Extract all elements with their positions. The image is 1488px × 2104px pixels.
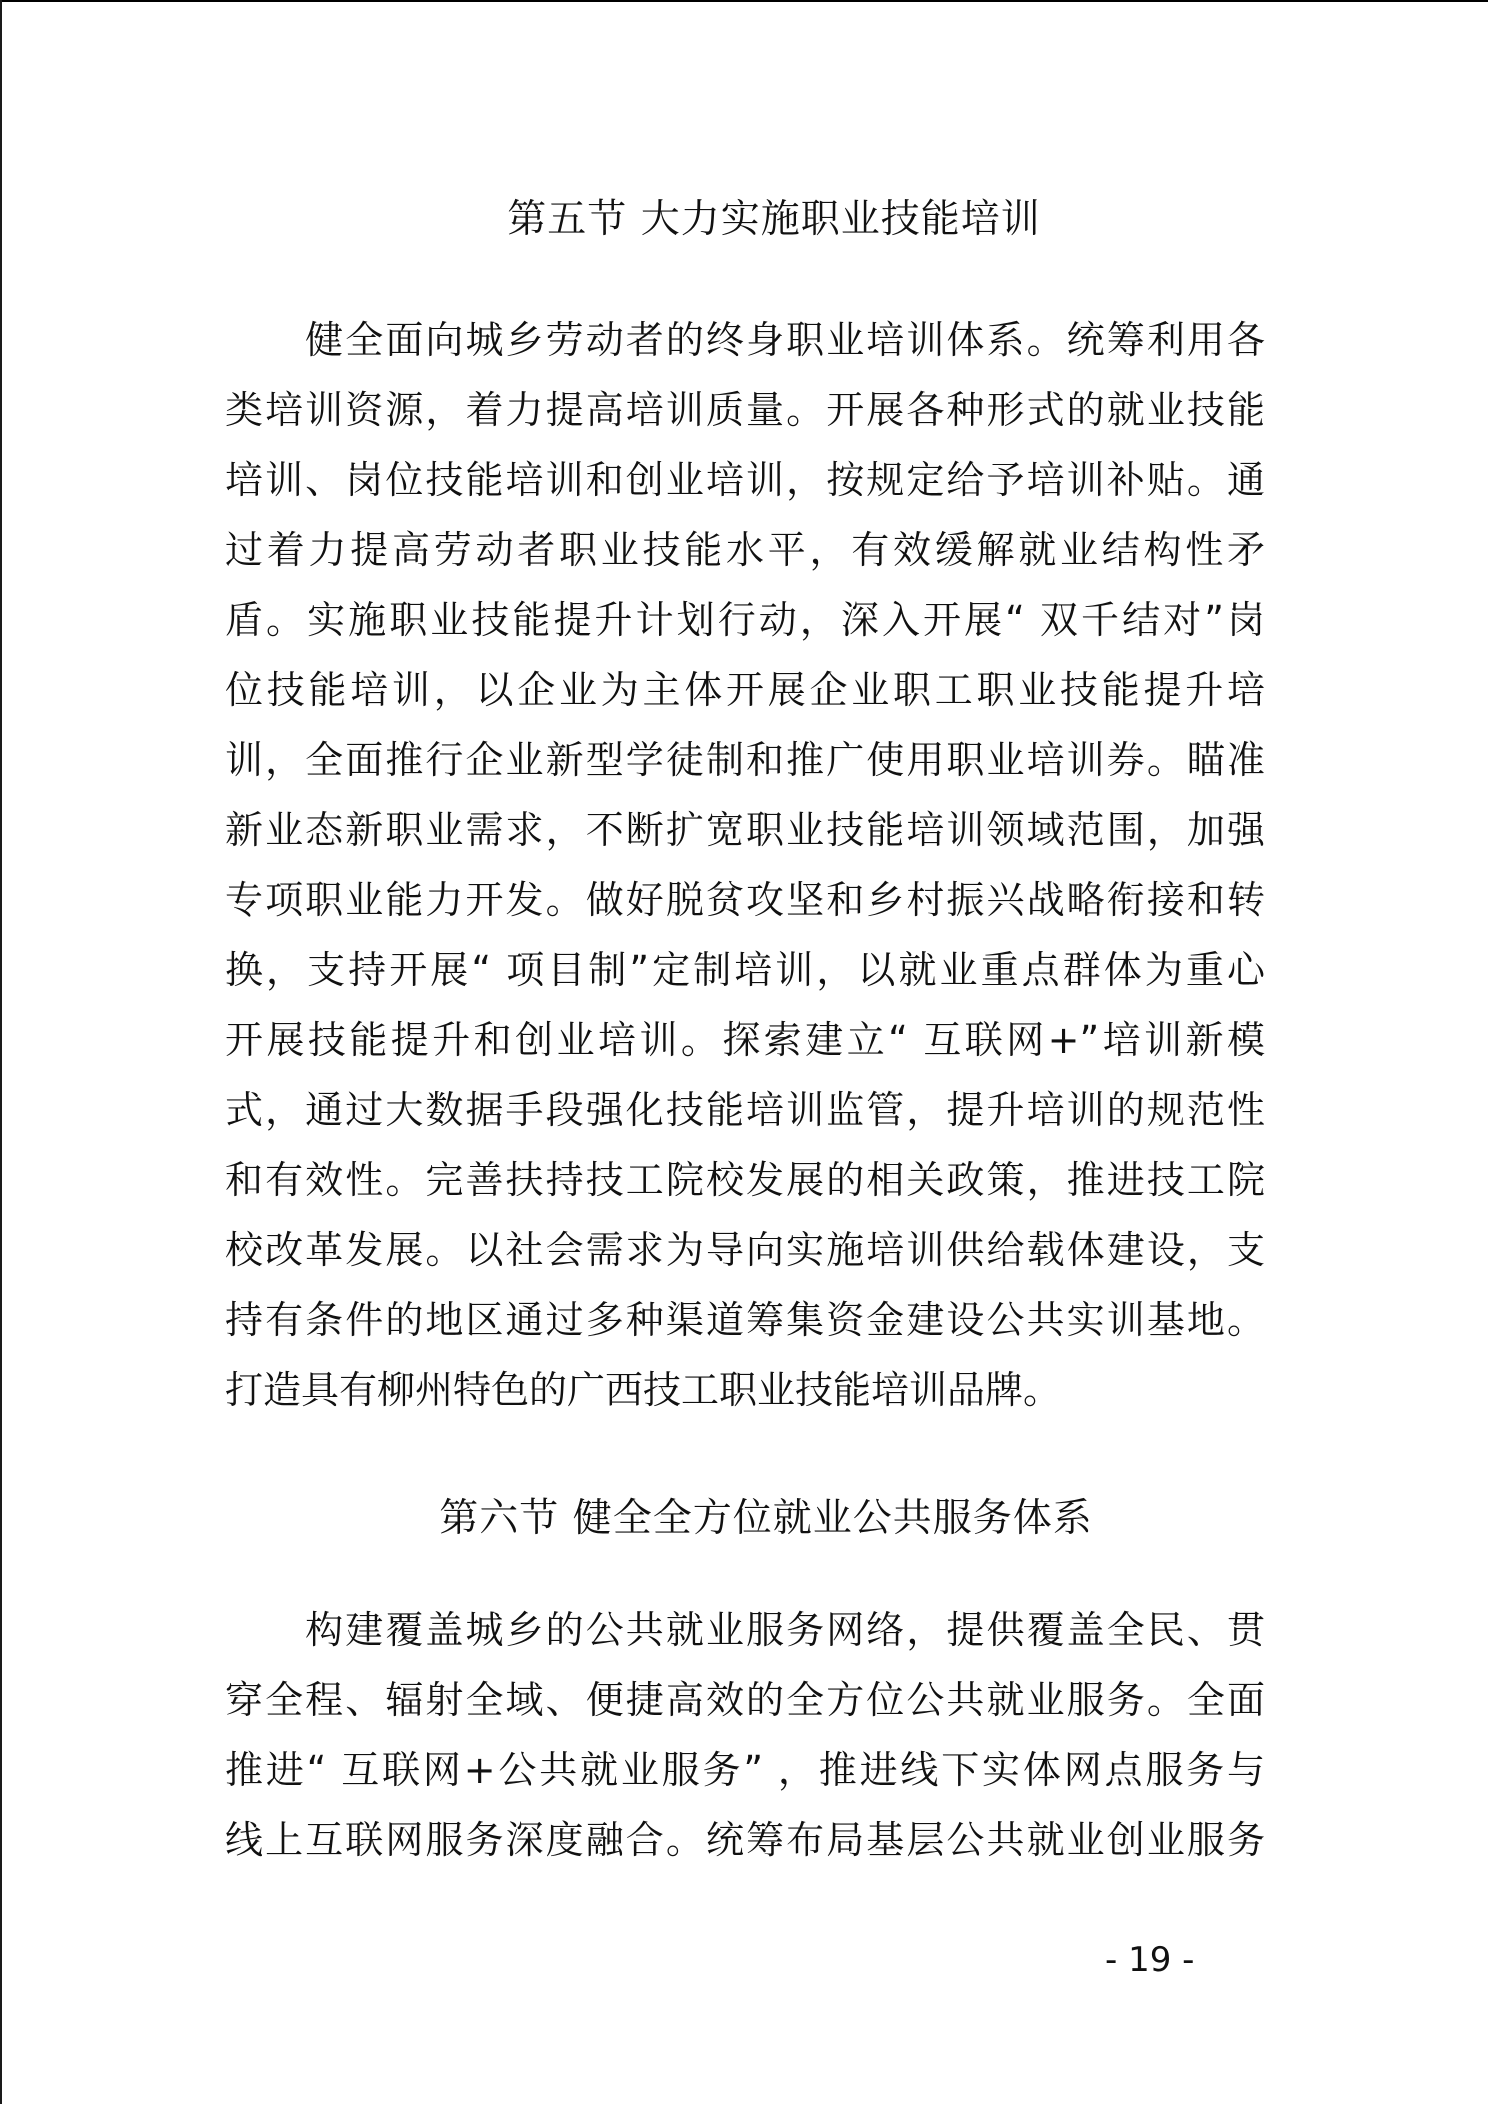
paragraph-line: 持有条件的地区通过多种渠道筹集资金建设公共实训基地。 bbox=[225, 1298, 1265, 1342]
left-border-line bbox=[0, 0, 2, 2104]
paragraph-line: 打造具有柳州特色的广西技工职业技能培训品牌。 bbox=[225, 1368, 1062, 1412]
section-6-heading: 第六节 健全全方位就业公共服务体系 bbox=[439, 1496, 1093, 1541]
paragraph-line: 盾。实施职业技能提升计划行动，深入开展“ 双千结对”岗 bbox=[225, 598, 1265, 642]
paragraph-line: 位技能培训，以企业为主体开展企业职工职业技能提升培 bbox=[225, 668, 1265, 712]
paragraph-line: 换，支持开展“ 项目制”定制培训，以就业重点群体为重心 bbox=[225, 948, 1265, 992]
paragraph-line: 线上互联网服务深度融合。统筹布局基层公共就业创业服务 bbox=[225, 1818, 1265, 1862]
paragraph-line: 训，全面推行企业新型学徒制和推广使用职业培训券。瞄准 bbox=[225, 738, 1265, 782]
paragraph-line: 健全面向城乡劳动者的终身职业培训体系。统筹利用各 bbox=[225, 318, 1265, 362]
page-number: - 19 - bbox=[1105, 1940, 1195, 1980]
paragraph-line: 推进“ 互联网+公共就业服务” ，推进线下实体网点服务与 bbox=[225, 1748, 1265, 1792]
section-5-paragraph bbox=[225, 305, 1265, 1425]
paragraph-line: 开展技能提升和创业培训。探索建立“ 互联网+”培训新模 bbox=[225, 1018, 1265, 1062]
paragraph-line: 类培训资源，着力提高培训质量。开展各种形式的就业技能 bbox=[225, 388, 1265, 432]
paragraph-line: 新业态新职业需求，不断扩宽职业技能培训领域范围，加强 bbox=[225, 808, 1265, 852]
section-5-heading: 第五节 大力实施职业技能培训 bbox=[507, 197, 1041, 242]
paragraph-line: 专项职业能力开发。做好脱贫攻坚和乡村振兴战略衔接和转 bbox=[225, 878, 1265, 922]
paragraph-line: 培训、岗位技能培训和创业培训，按规定给予培训补贴。通 bbox=[225, 458, 1265, 502]
paragraph-line: 穿全程、辐射全域、便捷高效的全方位公共就业服务。全面 bbox=[225, 1678, 1265, 1722]
paragraph-line: 校改革发展。以社会需求为导向实施培训供给载体建设，支 bbox=[225, 1228, 1265, 1272]
top-border-line bbox=[0, 0, 1488, 2]
paragraph-line: 过着力提高劳动者职业技能水平，有效缓解就业结构性矛 bbox=[225, 528, 1265, 572]
paragraph-line: 式，通过大数据手段强化技能培训监管，提升培训的规范性 bbox=[225, 1088, 1265, 1132]
section-6-paragraph bbox=[225, 1595, 1265, 1875]
paragraph-line: 和有效性。完善扶持技工院校发展的相关政策，推进技工院 bbox=[225, 1158, 1265, 1202]
paragraph-line: 构建覆盖城乡的公共就业服务网络，提供覆盖全民、贯 bbox=[225, 1608, 1265, 1652]
